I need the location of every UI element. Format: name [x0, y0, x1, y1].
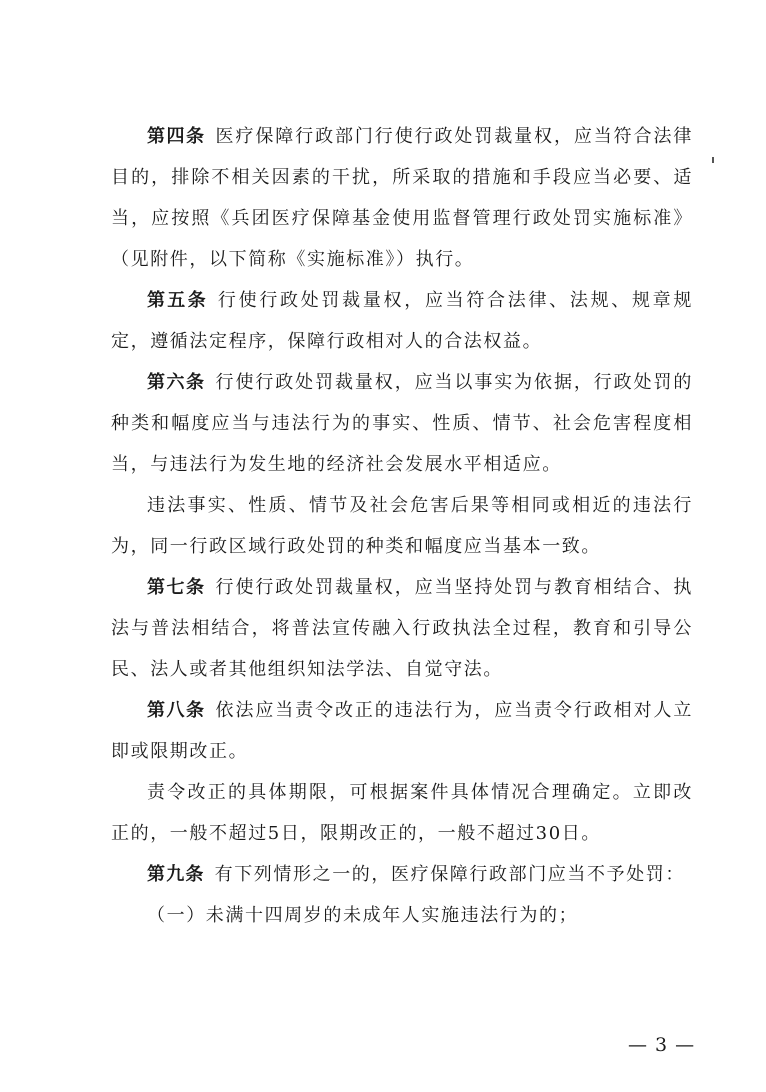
article-6	[111, 362, 693, 485]
article-text: 有下列情形之一的，医疗保障行政部门应当不予处罚：	[214, 864, 686, 885]
article-8	[111, 690, 693, 772]
article-5	[111, 280, 693, 362]
article-4	[111, 116, 693, 280]
page-number: — 3 —	[628, 1034, 696, 1056]
article-text: 行使行政处罚裁量权，应当符合法律、法规、规章规定，遵循法定程序，保障行政相对人的合法权益。	[111, 290, 693, 352]
article-heading: 第五条	[147, 290, 208, 311]
article-heading: 第八条	[147, 700, 206, 721]
article-heading: 第六条	[147, 372, 206, 393]
article-text: 行使行政处罚裁量权，应当坚持处罚与教育相结合、执法与普法相结合，将普法宣传融入行政执法全过程，教育和引导公民、法人或者其他组织知法学法、自觉守法。	[111, 577, 693, 680]
paragraph-text: 违法事实、性质、情节及社会危害后果等相同或相近的违法行为，同一行政区域行政处罚的种类和幅度应当基本一致。	[111, 495, 693, 557]
article-text: 依法应当责令改正的违法行为，应当责令行政相对人立即或限期改正。	[111, 700, 693, 762]
article-6-paragraph-2	[111, 485, 693, 567]
article-8-paragraph-2	[111, 772, 693, 854]
paragraph-text: 责令改正的具体期限，可根据案件具体情况合理确定。立即改正的，一般不超过5日，限期改正的，一般不超过30日。	[111, 782, 693, 844]
article-text: 医疗保障行政部门行使行政处罚裁量权，应当符合法律目的，排除不相关因素的干扰，所采取的措施和手段应当必要、适当，应按照《兵团医疗保障基金使用监督管理行政处罚实施标准》（见附件，以下简称《实施标准》）执行。	[111, 126, 693, 270]
article-heading: 第四条	[147, 126, 206, 147]
document-body	[111, 116, 693, 936]
article-7	[111, 567, 693, 690]
article-text: 行使行政处罚裁量权，应当以事实为依据，行政处罚的种类和幅度应当与违法行为的事实、性质、情节、社会危害程度相当，与违法行为发生地的经济社会发展水平相适应。	[111, 372, 693, 475]
article-9	[111, 854, 693, 895]
article-heading: 第九条	[147, 864, 205, 885]
article-heading: 第七条	[147, 577, 206, 598]
list-item-text: （一）未满十四周岁的未成年人实施违法行为的；	[147, 905, 579, 926]
scan-mark	[712, 157, 714, 163]
article-9-item-1	[111, 895, 693, 936]
